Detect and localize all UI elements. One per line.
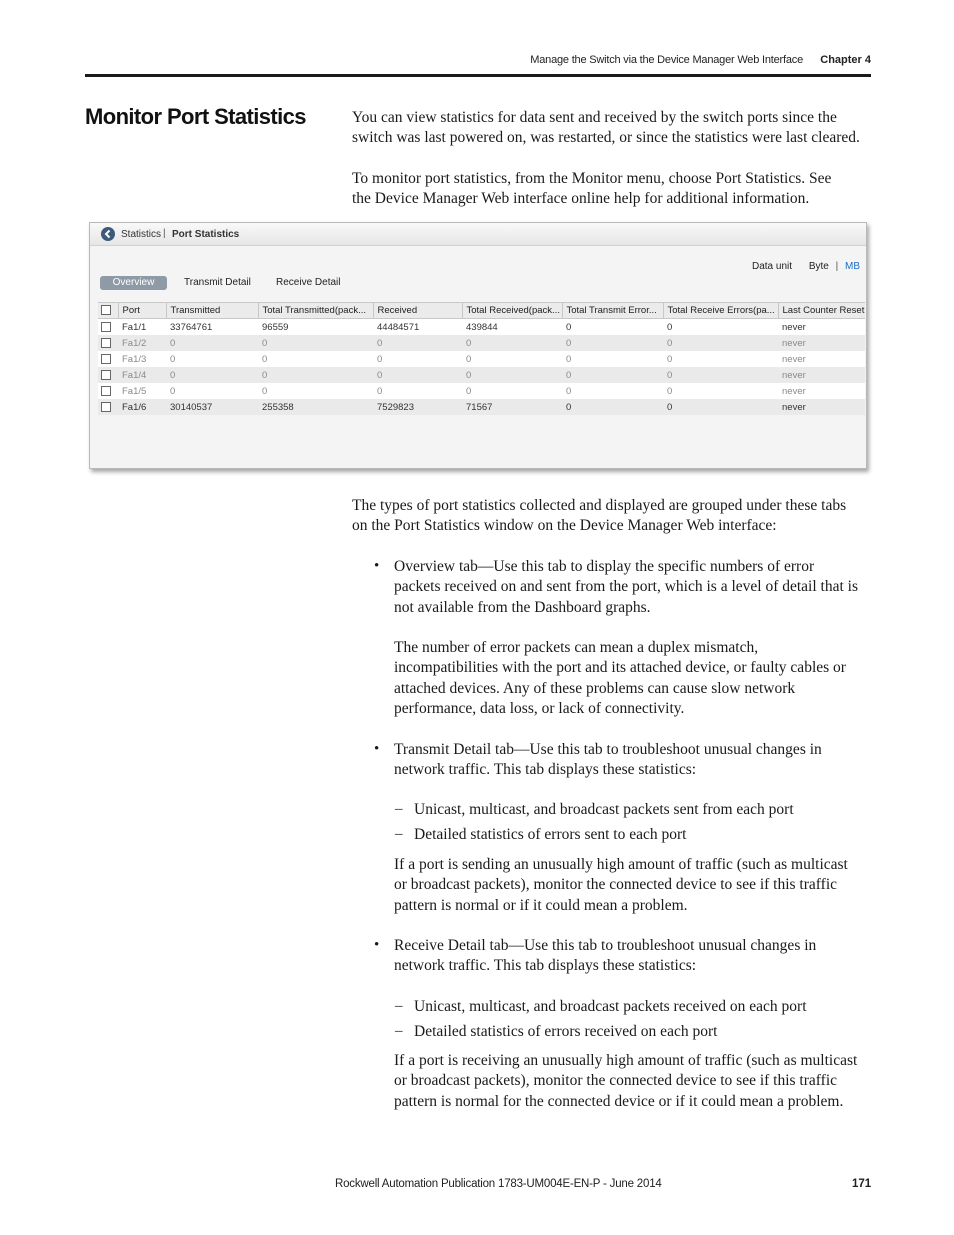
unit-mb-option[interactable]: MB [845,261,860,272]
cell-total-received: 439844 [462,319,562,336]
tab-overview[interactable]: Overview [100,276,167,290]
port-statistics-screenshot [89,222,867,469]
row-checkbox[interactable] [101,370,111,380]
cell-receive-errors: 0 [663,367,778,383]
table-row[interactable] [98,335,865,351]
intro-paragraph-2 [352,169,831,210]
column-header[interactable]: Transmitted [166,303,258,319]
breadcrumb-separator: | [163,228,166,239]
cell-received: 0 [373,383,462,399]
data-unit-label: Data unit [752,261,793,272]
text-line: incompatibilities with the port and its attached device, or faulty cables or [394,659,846,677]
cell-receive-errors: 0 [663,335,778,351]
chapter-label: Chapter 4 [820,54,871,66]
cell-last-reset: never [778,367,865,383]
dash-marker: – [395,826,403,842]
row-checkbox-cell [98,367,118,383]
transmit-detail-paragraph [394,855,848,916]
cell-transmit-errors: 0 [562,335,663,351]
cell-last-reset: never [778,319,865,336]
cell-transmitted: 33764761 [166,319,258,336]
running-header [85,52,871,70]
cell-receive-errors: 0 [663,319,778,336]
text-line: To monitor port statistics, from the Monitor menu, choose Port Statistics. See [352,170,832,187]
text-line: Receive Detail tab—Use this tab to troubleshoot unusual changes in [394,937,817,954]
table-row[interactable] [98,351,865,367]
row-checkbox-cell [98,319,118,336]
column-header[interactable]: Port [118,303,166,319]
cell-port: Fa1/1 [118,319,166,336]
overview-bullet-text [394,557,858,618]
tab-transmit-detail[interactable]: Transmit Detail [184,277,251,288]
cell-total-received: 0 [462,383,562,399]
text-line: The types of port statistics collected and displayed are grouped under these tabs [352,497,847,514]
receive-detail-paragraph [394,1051,857,1112]
text-line: The number of error packets can mean a duplex mismatch, [394,639,759,656]
transmit-bullet-text [394,740,822,781]
text-line: the Device Manager Web interface online help for additional information. [352,190,810,208]
footer-publication: Rockwell Automation Publication 1783-UM004E-EN-P - June 2014 [335,1178,662,1190]
cell-total-transmitted: 0 [258,351,373,367]
cell-total-transmitted: 255358 [258,399,373,415]
cell-total-received: 0 [462,335,562,351]
text-line: on the Port Statistics window on the Device Manager Web interface: [352,517,777,535]
cell-port: Fa1/6 [118,399,166,415]
page-number: 171 [852,1178,872,1190]
cell-receive-errors: 0 [663,351,778,367]
text-line: If a port is sending an unusually high amount of traffic (such as multicast [394,856,848,873]
unit-byte-option[interactable]: Byte [808,261,829,272]
overview-detail-paragraph [394,638,846,719]
transmit-sub-item: Detailed statistics of errors sent to each port [414,826,687,843]
row-checkbox[interactable] [101,338,111,348]
text-line: network traffic. This tab displays these statistics: [394,957,697,975]
cell-total-received: 0 [462,367,562,383]
breadcrumb-current: Port Statistics [172,229,240,240]
text-line: attached devices. Any of these problems can cause slow network [394,679,796,697]
cell-received: 0 [373,335,462,351]
cell-transmitted: 0 [166,351,258,367]
row-checkbox-cell [98,335,118,351]
cell-transmit-errors: 0 [562,367,663,383]
dash-marker: – [395,998,403,1014]
row-checkbox[interactable] [101,354,111,364]
column-header[interactable]: Total Received(pack... [462,303,562,319]
cell-total-transmitted: 0 [258,383,373,399]
text-line: pattern is normal or if it could mean a problem. [394,896,688,914]
text-line: network traffic. This tab displays these statistics: [394,761,697,779]
cell-received: 7529823 [373,399,462,415]
tab-receive-detail[interactable]: Receive Detail [276,277,341,288]
cell-transmit-errors: 0 [562,383,663,399]
cell-transmitted: 30140537 [166,399,258,415]
cell-port: Fa1/3 [118,351,166,367]
receive-sub-item: Unicast, multicast, and broadcast packets received on each port [414,998,807,1015]
intro-paragraph-1 [352,108,860,149]
text-line: switch was last powered on, was restarted, or since the statistics were last cleared. [352,129,860,147]
cell-port: Fa1/4 [118,367,166,383]
dash-marker: – [395,801,403,817]
cell-received: 44484571 [373,319,462,336]
row-checkbox-cell [98,383,118,399]
column-header[interactable]: Received [373,303,462,319]
bullet-marker: • [374,937,380,953]
cell-last-reset: never [778,399,865,415]
receive-bullet-text [394,936,816,977]
cell-transmit-errors: 0 [562,319,663,336]
cell-transmitted: 0 [166,383,258,399]
dash-marker: – [395,1023,403,1039]
cell-last-reset: never [778,383,865,399]
row-checkbox[interactable] [101,322,111,332]
breadcrumb [90,223,866,246]
transmit-sub-item: Unicast, multicast, and broadcast packets sent from each port [414,801,794,818]
bullet-marker: • [374,741,380,757]
cell-received: 0 [373,351,462,367]
running-header-title: Manage the Switch via the Device Manager Web Interface [530,54,803,66]
select-all-cell [98,303,118,319]
cell-transmit-errors: 0 [562,351,663,367]
cell-transmitted: 0 [166,367,258,383]
table-row[interactable] [98,367,865,383]
text-line: pattern is normal for the connected device or if it could mean a problem. [394,1092,844,1110]
data-unit-selector [752,261,860,272]
cell-total-received: 0 [462,351,562,367]
column-header[interactable]: Total Transmitted(pack... [258,303,373,319]
text-line: If a port is receiving an unusually high amount of traffic (such as multicast [394,1052,858,1069]
bullet-marker: • [374,558,380,574]
cell-total-transmitted: 0 [258,367,373,383]
cell-port: Fa1/2 [118,335,166,351]
cell-total-transmitted: 0 [258,335,373,351]
cell-last-reset: never [778,335,865,351]
text-line: or broadcast packets), monitor the connected device to see if this traffic [394,876,838,894]
column-header[interactable]: Last Counter Reset [778,303,865,319]
table-row[interactable] [98,399,865,415]
breadcrumb-statistics-link[interactable]: Statistics [121,229,162,240]
unit-separator: | [835,261,839,272]
cell-receive-errors: 0 [663,399,778,415]
column-header[interactable]: Total Receive Errors(pa... [663,303,778,319]
cell-port: Fa1/5 [118,383,166,399]
back-arrow-icon[interactable] [101,227,115,241]
column-header[interactable]: Total Transmit Error... [562,303,663,319]
text-line: not available from the Dashboard graphs. [394,598,651,616]
body-paragraph [352,496,846,537]
section-heading: Monitor Port Statistics [85,104,306,129]
port-statistics-table [98,302,865,415]
cell-transmit-errors: 0 [562,399,663,415]
row-checkbox[interactable] [101,386,111,396]
row-checkbox[interactable] [101,402,111,412]
cell-total-received: 71567 [462,399,562,415]
cell-received: 0 [373,367,462,383]
text-line: packets received on and sent from the port, which is a level of detail that is [394,578,858,596]
header-rule [85,74,871,77]
text-line: Overview tab—Use this tab to display the specific numbers of error [394,558,815,575]
text-line: You can view statistics for data sent and received by the switch ports since the [352,109,837,126]
row-checkbox-cell [98,351,118,367]
cell-last-reset: never [778,351,865,367]
cell-receive-errors: 0 [663,383,778,399]
row-checkbox-cell [98,399,118,415]
table-header-row [98,303,865,319]
cell-total-transmitted: 96559 [258,319,373,336]
cell-transmitted: 0 [166,335,258,351]
select-all-checkbox[interactable] [101,305,111,315]
text-line: Transmit Detail tab—Use this tab to troubleshoot unusual changes in [394,741,822,758]
text-line: or broadcast packets), monitor the connected device to see if this traffic [394,1072,838,1090]
table-row[interactable] [98,319,865,336]
receive-sub-item: Detailed statistics of errors received on each port [414,1023,718,1040]
text-line: performance, data loss, or lack of connectivity. [394,699,685,717]
table-row[interactable] [98,383,865,399]
